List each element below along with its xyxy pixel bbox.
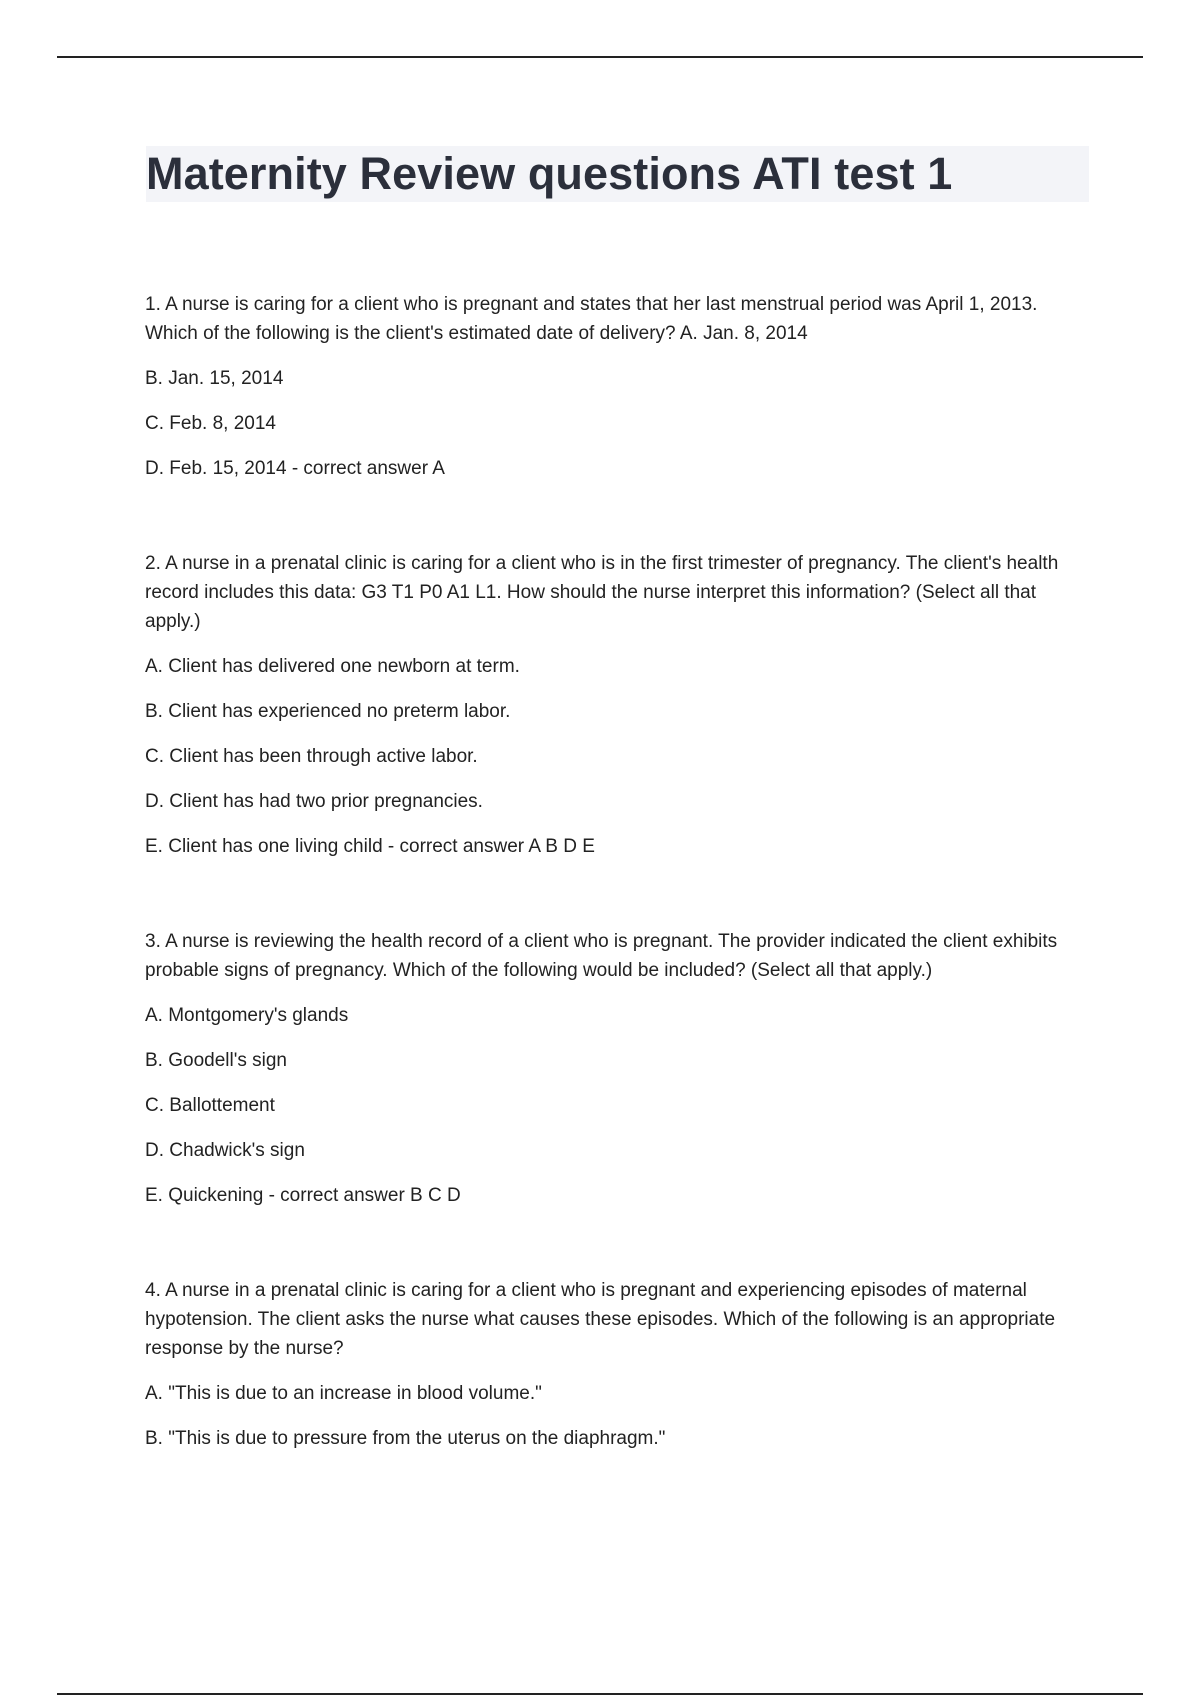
question-stem: 2. A nurse in a prenatal clinic is caring for a client who is in the first trimester of pregnancy. The client's health record includes this data: G3 T1 P0 A1 L1. How should the nurse interpret this information? (Select all that apply.) [145,553,1059,632]
bottom-divider [57,1693,1143,1695]
question-stem: 3. A nurse is reviewing the health record of a client who is pregnant. The provider indicated the client exhibits probable signs of pregnancy. Which of the following would be included? (Select all that apply.) [145,931,1058,981]
page-title: Maternity Review questions ATI test 1 [146,148,953,199]
question-stem: 4. A nurse in a prenatal clinic is caring for a client who is pregnant and experiencing episodes of maternal hypotension. The client asks the nurse what causes these episodes. Which of the following is an appropriate response by the nurse? [145,1280,1056,1359]
top-divider [57,56,1143,58]
answer-option: C. Feb. 8, 2014 [145,413,276,434]
answer-option: D. Client has had two prior pregnancies. [145,791,483,812]
question-2 [145,549,1080,861]
question-1 [145,290,1080,483]
answer-option: C. Client has been through active labor. [145,746,478,767]
answer-option: E. Quickening - correct answer B C D [145,1185,461,1206]
answer-option: A. Montgomery's glands [145,1005,349,1026]
answer-option: B. Jan. 15, 2014 [145,368,284,389]
answer-option: B. Client has experienced no preterm labor. [145,701,511,722]
answer-option: E. Client has one living child - correct answer A B D E [145,836,595,857]
answer-option: A. Client has delivered one newborn at term. [145,656,520,677]
question-list [145,290,1080,1453]
answer-option: A. "This is due to an increase in blood volume." [145,1383,542,1404]
question-3 [145,927,1080,1210]
answer-option: D. Feb. 15, 2014 - correct answer A [145,458,445,479]
answer-option: B. "This is due to pressure from the uterus on the diaphragm." [145,1428,666,1449]
answer-option: B. Goodell's sign [145,1050,287,1071]
answer-option: D. Chadwick's sign [145,1140,305,1161]
question-stem: 1. A nurse is caring for a client who is pregnant and states that her last menstrual period was April 1, 2013. Which of the following is the client's estimated date of delivery? A. Jan. 8, 2014 [145,294,1038,344]
question-4 [145,1276,1080,1453]
answer-option: C. Ballottement [145,1095,275,1116]
